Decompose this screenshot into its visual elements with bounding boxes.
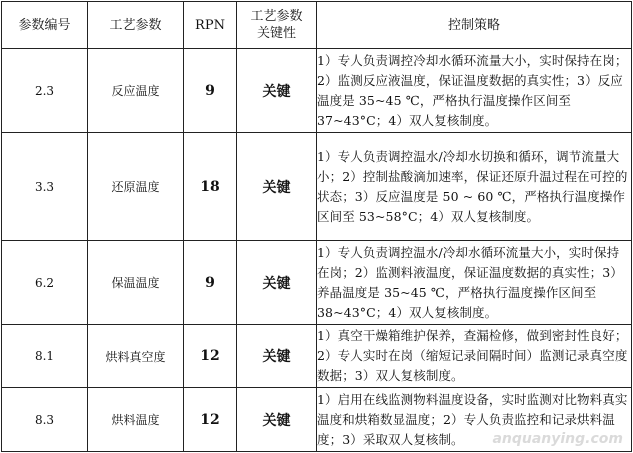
row-id: 2.3 (2, 49, 88, 133)
row-strategy: 1）真空干燥箱维护保养，查漏检修，做到密封性良好；2）专人实时在岗（缩短记录间隔时间）监测记录真空度数据；3）双人复核制度。 (317, 325, 632, 388)
table-row (2, 133, 632, 241)
row-strategy: 1）专人负责调控温水/冷却水切换和循环，调节流量大小；2）控制盐酸滴加速率，保证还原升温过程在可控的状态；3）反应温度是 50 ~ 60 ℃，严格执行温度操作区间至 53~58°C；4）双人复核制度。 (317, 133, 632, 241)
row-param: 保温温度 (88, 241, 184, 325)
header-criticality (237, 2, 317, 49)
row-param: 还原温度 (88, 133, 184, 241)
row-rpn: 12 (184, 325, 237, 388)
watermark: anquanying.com (492, 431, 623, 447)
row-criticality: 关键 (237, 241, 317, 325)
row-param: 烘料真空度 (88, 325, 184, 388)
row-rpn: 9 (184, 241, 237, 325)
header-rpn: RPN (184, 2, 237, 49)
row-rpn: 18 (184, 133, 237, 241)
row-criticality: 关键 (237, 325, 317, 388)
row-id: 8.3 (2, 388, 88, 452)
header-id: 参数编号 (2, 2, 88, 49)
row-criticality: 关键 (237, 388, 317, 452)
row-strategy: 1）专人负责调控温水/冷却水循环流量大小，实时保持在岗；2）监测料液温度，保证温度数据的真实性；3）养晶温度是 35~45 ℃，严格执行温度操作区间至 38~43°C；4）双人复核制度。 (317, 241, 632, 325)
row-rpn: 12 (184, 388, 237, 452)
table-row (2, 241, 632, 325)
table-row (2, 325, 632, 388)
row-strategy: 1）专人负责调控冷却水循环流量大小，实时保持在岗；2）监测反应液温度，保证温度数据的真实性；3）反应温度是 35~45 ℃，严格执行温度操作区间至 37~43°C；4）双人复核制度。 (317, 49, 632, 133)
row-criticality: 关键 (237, 133, 317, 241)
process-parameter-table (1, 1, 632, 452)
row-rpn: 9 (184, 49, 237, 133)
header-criticality-label: 工艺参数关键性 (250, 9, 303, 41)
header-row (2, 2, 632, 49)
header-param: 工艺参数 (88, 2, 184, 49)
row-criticality: 关键 (237, 49, 317, 133)
row-id: 8.1 (2, 325, 88, 388)
row-id: 6.2 (2, 241, 88, 325)
header-strategy: 控制策略 (317, 2, 632, 49)
row-id: 3.3 (2, 133, 88, 241)
table-row (2, 49, 632, 133)
row-strategy: 1）启用在线监测物料温度设备，实时监测对比物料真实温度和烘箱数显温度；2）专人负责监控和记录烘料温度；3）采取双人复核制。 (317, 388, 632, 452)
row-param: 反应温度 (88, 49, 184, 133)
row-param: 烘料温度 (88, 388, 184, 452)
